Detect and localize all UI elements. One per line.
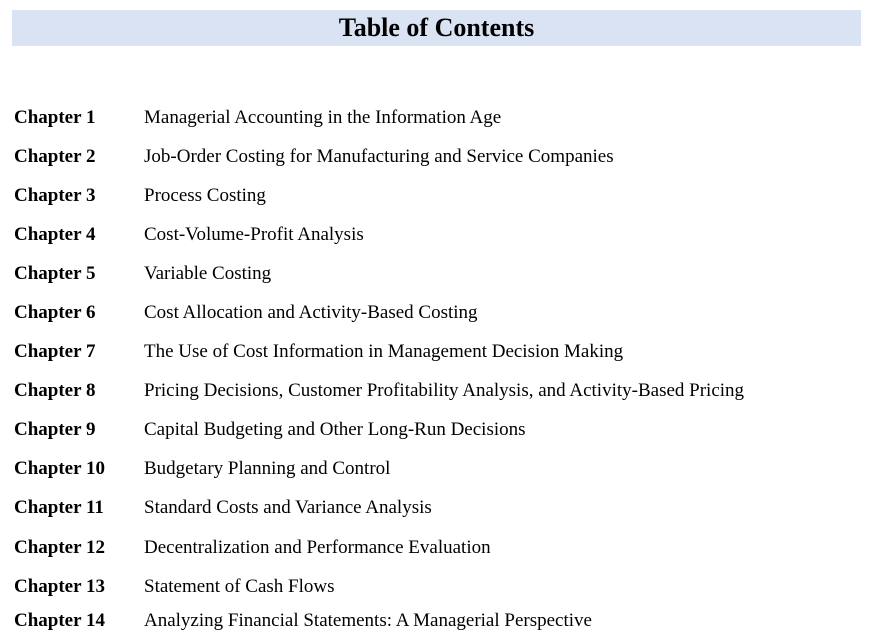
chapter-title: Decentralization and Performance Evaluation	[144, 536, 491, 558]
chapter-title: Capital Budgeting and Other Long-Run Decisions	[144, 419, 526, 441]
toc-entry-chapter-1[interactable]	[14, 98, 874, 137]
toc-entry-chapter-9[interactable]	[14, 411, 874, 450]
title-banner	[12, 10, 861, 46]
toc-entry-chapter-8[interactable]	[14, 372, 874, 411]
chapter-number: Chapter 10	[14, 458, 105, 480]
chapter-title: Statement of Cash Flows	[144, 575, 335, 597]
chapter-title: Budgetary Planning and Control	[144, 458, 391, 480]
toc-entry-chapter-3[interactable]	[14, 176, 874, 215]
toc-entry-chapter-4[interactable]	[14, 215, 874, 254]
chapter-number: Chapter 13	[14, 575, 105, 597]
chapter-number: Chapter 14	[14, 610, 105, 632]
page-title: Table of Contents	[338, 13, 535, 42]
chapter-number: Chapter 12	[14, 536, 105, 558]
chapter-title: Variable Costing	[144, 262, 272, 284]
chapter-title: Process Costing	[144, 184, 266, 206]
toc-entry-chapter-6[interactable]	[14, 293, 874, 332]
toc-entry-chapter-5[interactable]	[14, 254, 874, 293]
chapter-number: Chapter 6	[14, 302, 96, 324]
chapter-title: Cost Allocation and Activity-Based Costing	[144, 302, 478, 324]
toc-entry-chapter-11[interactable]	[14, 489, 874, 528]
chapter-title: Standard Costs and Variance Analysis	[144, 497, 432, 519]
toc-entry-chapter-14[interactable]	[14, 606, 874, 636]
chapter-number: Chapter 3	[14, 184, 96, 206]
chapter-number: Chapter 9	[14, 419, 96, 441]
chapter-title: The Use of Cost Information in Management Decision Making	[144, 341, 624, 363]
toc-entry-chapter-2[interactable]	[14, 137, 874, 176]
chapter-title: Pricing Decisions, Customer Profitability Analysis, and Activity-Based Pricing	[144, 380, 745, 402]
chapter-number: Chapter 2	[14, 145, 96, 167]
chapter-number: Chapter 4	[14, 223, 96, 245]
chapter-number: Chapter 7	[14, 341, 96, 363]
toc-entry-chapter-7[interactable]	[14, 333, 874, 372]
chapter-title: Analyzing Financial Statements: A Managerial Perspective	[144, 610, 592, 632]
chapter-number: Chapter 11	[14, 497, 104, 519]
toc-entry-chapter-12[interactable]	[14, 528, 874, 567]
chapter-title: Managerial Accounting in the Information Age	[144, 106, 502, 128]
chapter-number: Chapter 5	[14, 262, 96, 284]
chapter-number: Chapter 8	[14, 380, 96, 402]
table-of-contents	[14, 98, 874, 636]
toc-entry-chapter-10[interactable]	[14, 450, 874, 489]
chapter-title: Job-Order Costing for Manufacturing and Service Companies	[144, 145, 614, 167]
toc-entry-chapter-13[interactable]	[14, 567, 874, 606]
chapter-number: Chapter 1	[14, 106, 96, 128]
chapter-title: Cost-Volume-Profit Analysis	[144, 223, 364, 245]
